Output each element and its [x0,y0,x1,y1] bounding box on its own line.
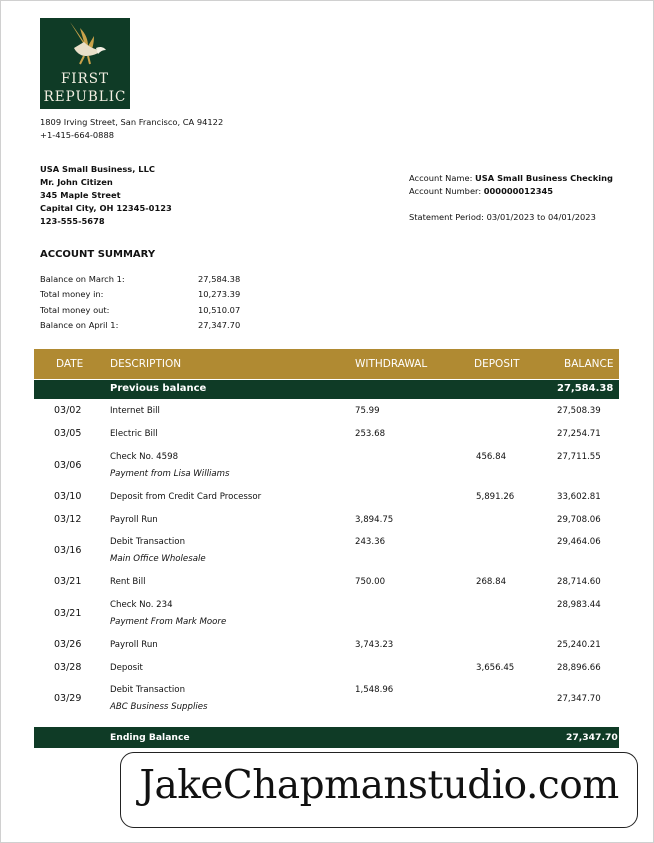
previous-balance-value: 27,584.38 [557,383,614,394]
summary-row [40,289,280,304]
transactions-header [34,349,619,379]
row-date: 03/28 [54,662,82,673]
row-date: 03/26 [54,639,82,650]
account-name-label: Account Name: [409,173,476,183]
row-balance: 27,711.55 [557,452,601,462]
bank-name-line2: REPUBLIC [43,89,127,105]
row-description: Debit Transaction [110,537,186,547]
row-balance: 33,602.81 [557,492,601,502]
row-description: Electric Bill [110,429,158,439]
summary-label: Balance on April 1: [40,319,119,330]
row-date: 03/05 [54,428,82,439]
summary-value: 10,510.07 [198,304,241,315]
row-balance: 25,240.21 [557,640,601,650]
account-name-value: USA Small Business Checking [475,173,613,183]
summary-value: 27,347.70 [198,319,241,330]
account-info [409,172,613,198]
customer-street: 345 Maple Street [40,190,121,200]
customer-company: USA Small Business, LLC [40,164,155,174]
row-date: 03/21 [54,576,82,587]
row-note: Main Office Wholesale [110,554,206,564]
row-balance: 27,347.70 [557,694,601,704]
row-date: 03/29 [54,693,82,704]
row-date: 03/06 [54,460,82,471]
summary-row [40,305,280,320]
row-date: 03/16 [54,545,82,556]
row-description: Payroll Run [110,515,158,525]
watermark-text: JakeChapmanstudio.com [139,763,619,808]
row-description: Deposit [110,663,143,673]
row-balance: 27,254.71 [557,429,601,439]
bank-address-block [40,116,223,142]
row-withdrawal: 1,548.96 [355,685,394,695]
row-description: Debit Transaction [110,685,186,695]
row-deposit: 268.84 [476,577,507,587]
bank-name-line1: FIRST [60,71,110,87]
row-withdrawal: 243.36 [355,537,386,547]
row-withdrawal: 3,743.23 [355,640,394,650]
header-withdrawal: WITHDRAWAL [355,358,428,370]
row-balance: 27,508.39 [557,406,601,416]
summary-value: 27,584.38 [198,274,241,284]
header-date: DATE [56,358,84,370]
summary-row [40,274,280,289]
header-deposit: DEPOSIT [474,358,520,370]
row-deposit: 5,891.26 [476,492,515,502]
row-description: Check No. 4598 [110,452,179,462]
summary-row [40,320,280,335]
row-deposit: 456.84 [476,452,507,462]
ending-balance-label: Ending Balance [110,732,190,743]
row-description: Internet Bill [110,406,160,416]
row-balance: 28,983.44 [557,600,601,610]
customer-phone: 123-555-5678 [40,216,105,226]
row-date: 03/21 [54,608,82,619]
row-balance: 29,464.06 [557,537,601,547]
row-date: 03/02 [54,405,82,416]
header-balance: BALANCE [564,358,614,370]
row-balance: 29,708.06 [557,515,601,525]
statement-period: Statement Period: 03/01/2023 to 04/01/2023 [409,212,596,222]
row-withdrawal: 3,894.75 [355,515,394,525]
summary-label: Total money in: [40,289,104,300]
previous-balance-label: Previous balance [110,383,207,394]
row-withdrawal: 253.68 [355,429,386,439]
row-date: 03/12 [54,514,82,525]
summary-label: Balance on March 1: [40,274,125,284]
watermark [120,752,638,828]
account-number-row [409,185,613,198]
summary-value: 10,273.39 [198,289,241,300]
row-note: ABC Business Supplies [110,702,208,712]
account-summary [40,274,280,335]
customer-city: Capital City, OH 12345-0123 [40,203,172,213]
ending-balance-value: 27,347.70 [566,732,618,743]
row-description: Payroll Run [110,640,158,650]
summary-title: ACCOUNT SUMMARY [40,249,156,260]
row-description: Deposit from Credit Card Processor [110,492,262,502]
row-balance: 28,896.66 [557,663,601,673]
row-withdrawal: 750.00 [355,577,386,587]
previous-balance-row [34,380,619,399]
row-note: Payment From Mark Moore [110,617,227,627]
row-description: Check No. 234 [110,600,173,610]
account-number-label: Account Number: [409,186,484,196]
row-deposit: 3,656.45 [476,663,515,673]
row-withdrawal: 75.99 [355,406,380,416]
bank-logo [40,18,130,109]
row-date: 03/10 [54,491,82,502]
customer-contact: Mr. John Citizen [40,177,113,187]
ending-balance-row [34,727,619,748]
account-name-row [409,172,613,185]
row-description: Rent Bill [110,577,146,587]
bank-phone: +1-415-664-0888 [40,130,114,140]
row-note: Payment from Lisa Williams [110,469,230,479]
header-description: DESCRIPTION [110,358,182,370]
account-number-value: 000000012345 [483,186,554,196]
bank-address: 1809 Irving Street, San Francisco, CA 94122 [40,117,224,127]
summary-label: Total money out: [40,304,110,315]
row-balance: 28,714.60 [557,577,601,587]
customer-block [40,163,172,228]
eagle-icon [60,20,110,68]
